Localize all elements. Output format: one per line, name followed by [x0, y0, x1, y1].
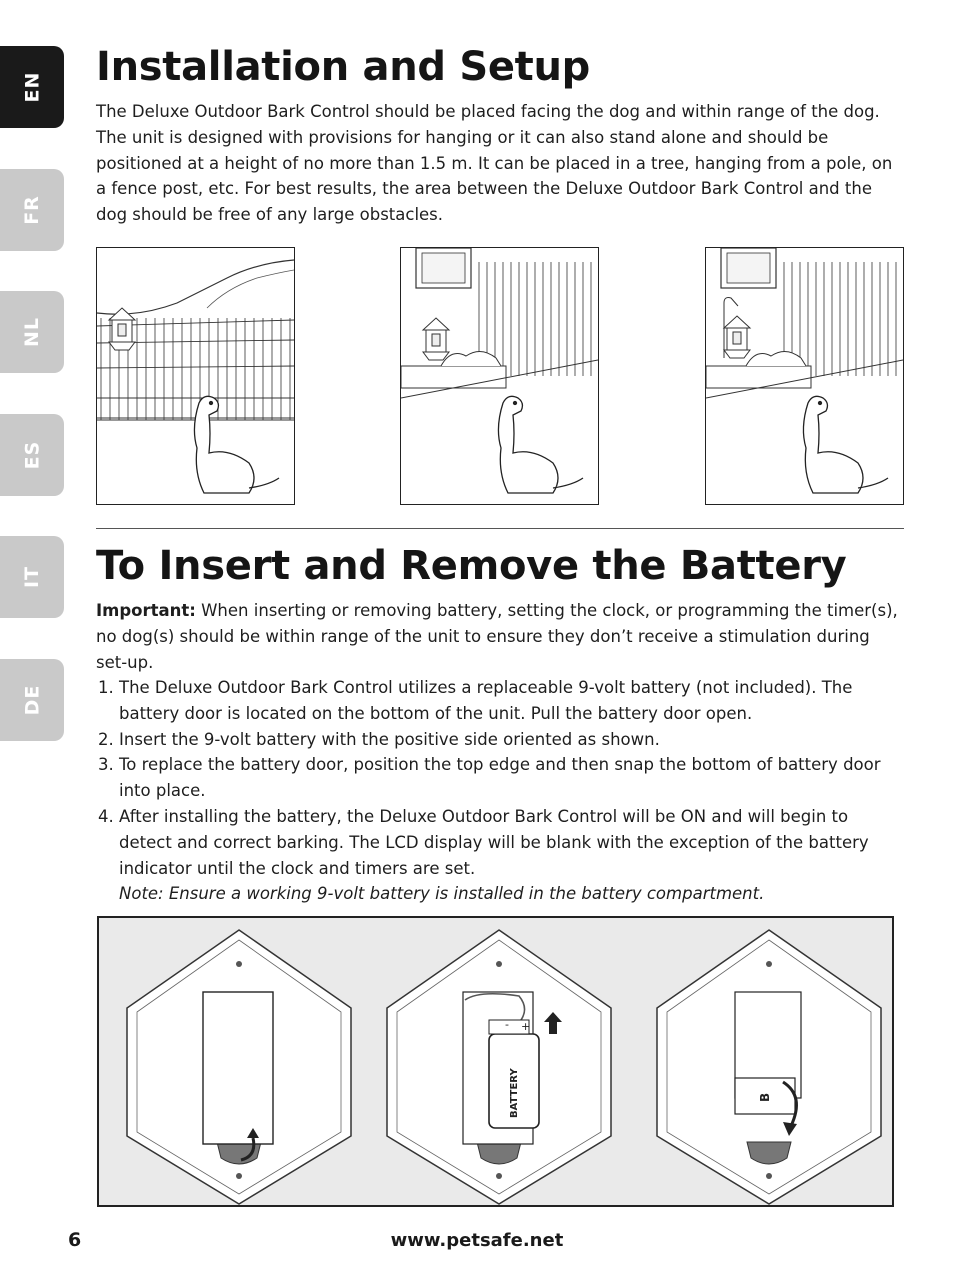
important-label: Important:: [96, 601, 196, 620]
important-text: When inserting or removing battery, setting the clock, or programming the timer(s), no dog(s) should be within range of the unit to ensure they don’t receive a stimulation during set-up.: [96, 601, 898, 672]
partial-battery-label: B: [758, 1092, 772, 1102]
fence-post-placement-illustration: [400, 247, 599, 505]
list-item: 2. Insert the 9-volt battery with the positive side oriented as shown.: [98, 729, 660, 749]
battery-note: Note: Ensure a working 9-volt battery is installed in the battery compartment.: [119, 884, 765, 904]
tab-it[interactable]: IT: [0, 536, 64, 618]
list-item: 4. After installing the battery, the Deluxe Outdoor Bark Control will be ON and will begin to detect and correct barking. The LCD display will be blank with the exception of the battery indicator until the clock and timers are set. Note: Ensure a working 9-volt battery is installed in the battery compartment.: [96, 804, 904, 907]
battery-diagram: [97, 916, 894, 1207]
tab-en[interactable]: EN: [0, 46, 64, 128]
list-item: 1. The Deluxe Outdoor Bark Control utilizes a replaceable 9-volt battery (not included). The battery door is located on the bottom of the unit. Pull the battery door open.: [98, 678, 853, 723]
tab-de[interactable]: DE: [0, 659, 64, 741]
battery-title: To Insert and Remove the Battery: [96, 543, 847, 589]
list-item: 3. To replace the battery door, position the top edge and then snap the bottom of battery door into place.: [98, 755, 881, 801]
important-notice: [96, 598, 904, 675]
website-url[interactable]: www.petsafe.net: [390, 1230, 564, 1251]
battery-steps-list: [96, 675, 904, 907]
page-number: 6: [68, 1229, 82, 1251]
tab-es[interactable]: ES: [0, 414, 64, 496]
installation-body: The Deluxe Outdoor Bark Control should be placed facing the dog and within range of the dog. The unit is designed with provisions for hanging or it can also stand alone and should be positioned at a height of no more than 1.5 m. It can be placed in a tree, hanging from a pole, on a fence post, etc. For best results, the area between the Deluxe Outdoor Bark Control and the dog should be free of any large obstacles.: [96, 102, 893, 225]
tab-nl[interactable]: NL: [0, 291, 64, 373]
minus-terminal: -: [505, 1018, 509, 1031]
installation-title: Installation and Setup: [96, 44, 591, 90]
language-tabs: [0, 0, 64, 760]
section-divider: [96, 528, 904, 529]
hanging-placement-illustration: [705, 247, 904, 505]
tree-placement-illustration: [96, 247, 295, 505]
tab-fr[interactable]: FR: [0, 169, 64, 251]
plus-terminal: +: [521, 1020, 531, 1033]
battery-label: BATTERY: [509, 1068, 520, 1118]
